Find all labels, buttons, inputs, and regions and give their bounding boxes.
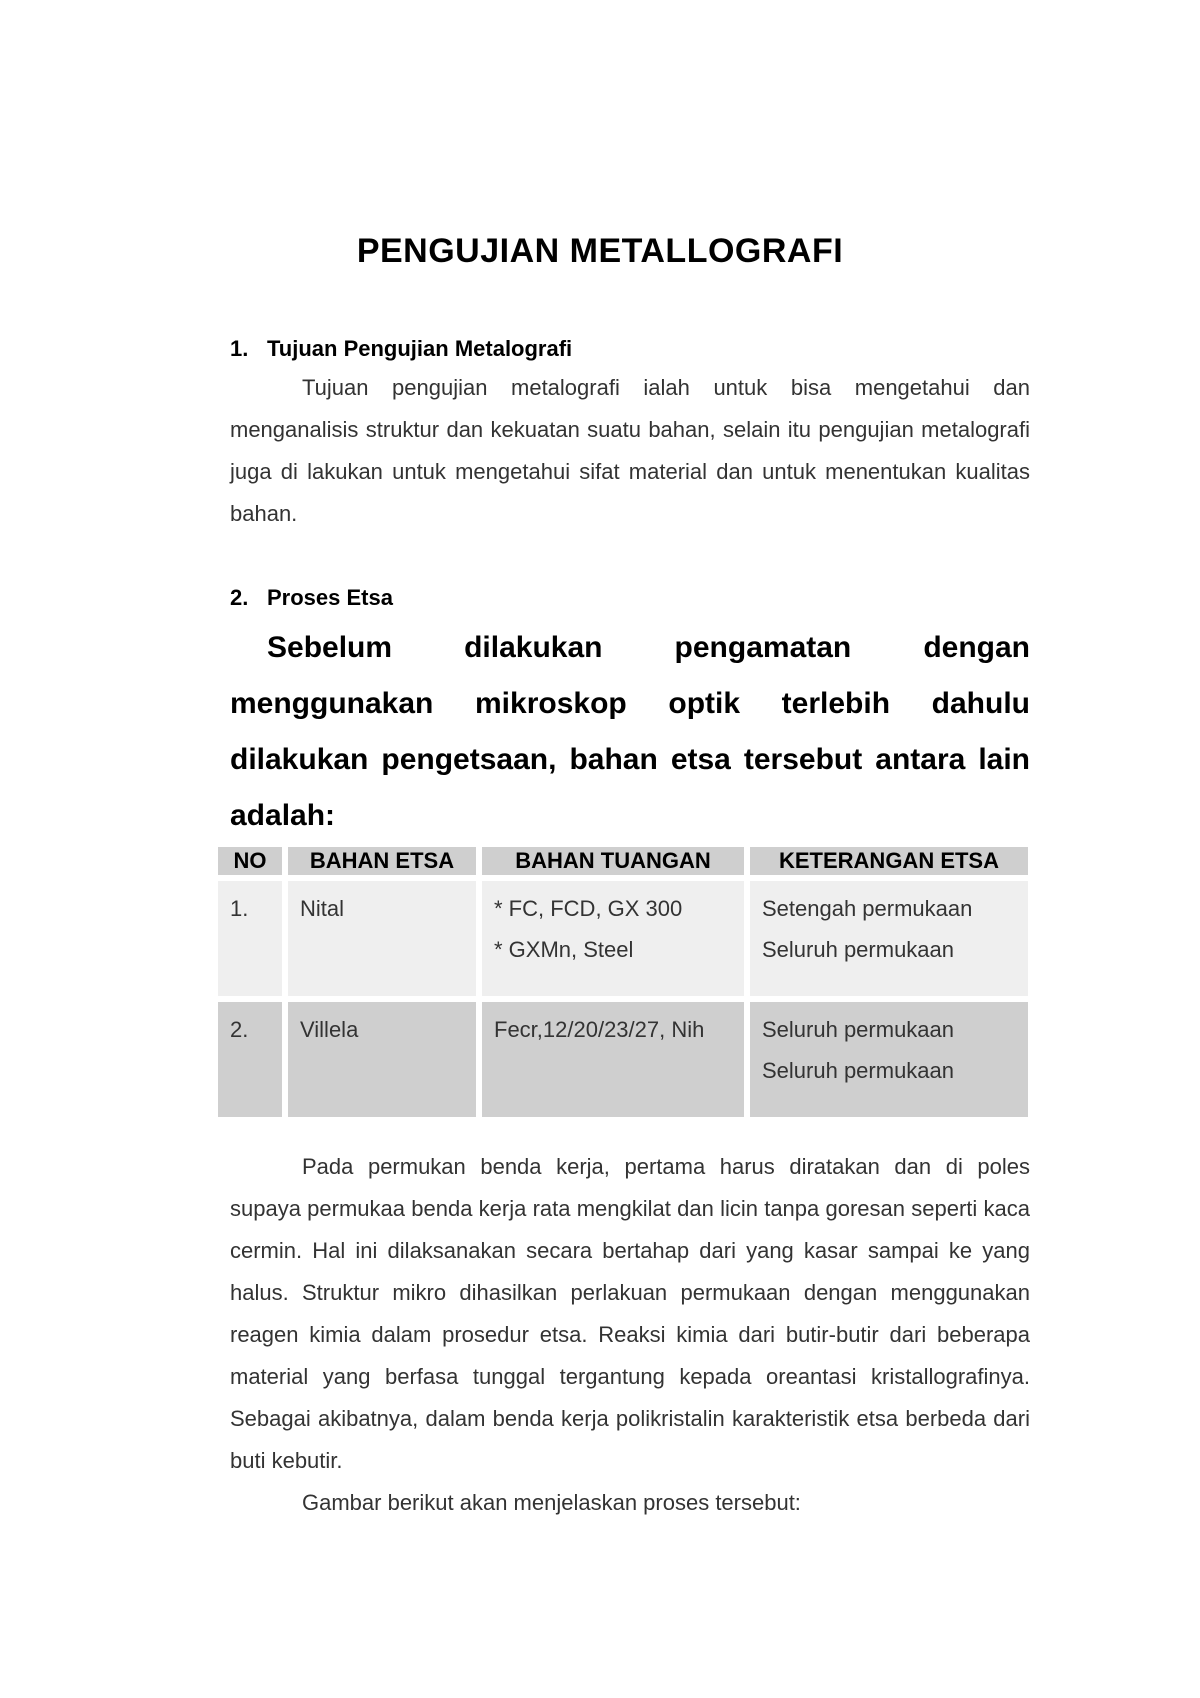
table-header-row (218, 847, 1028, 875)
section-1-title: Tujuan Pengujian Metalografi (267, 336, 573, 361)
etsa-table (212, 841, 1034, 1123)
table-row (218, 1002, 1028, 1117)
cell-keterangan: Seluruh permukaan Seluruh permukaan (750, 1002, 1028, 1117)
section-2-heading (230, 585, 393, 611)
table-row (218, 881, 1028, 996)
column-header-no: NO (218, 847, 282, 875)
cell-no: 2. (218, 1002, 282, 1117)
paragraph-4 (230, 1482, 1030, 1524)
column-header-keterangan-etsa: KETERANGAN ETSA (750, 847, 1028, 875)
section-1-text: Tujuan pengujian metalografi ialah untuk bisa mengetahui dan menganalisis struktur dan kekuatan suatu bahan, selain itu pengujian metalografi juga di lakukan untuk mengetahui sifat material dan untuk menentukan kualitas bahan. (230, 375, 1030, 526)
paragraph-3-text: Pada permukan benda kerja, pertama harus diratakan dan di poles supaya permukaa benda kerja rata mengkilat dan licin tanpa goresan seperti kaca cermin. Hal ini dilaksanakan secara bertahap dari yang kasar sampai ke yang halus. Struktur mikro dihasilkan perlakuan permukaan dengan menggunakan reagen kimia dalam prosedur etsa. Reaksi kimia dari butir-butir dari beberapa material yang berfasa tunggal tergantung kepada oreantasi kristallografinya. Sebagai akibatnya, dalam benda kerja polikristalin karakteristik etsa berbeda dari buti kebutir. (230, 1154, 1030, 1473)
paragraph-4-text: Gambar berikut akan menjelaskan proses tersebut: (302, 1490, 801, 1515)
section-1-paragraph (230, 367, 1030, 535)
section-2-intro-text: Sebelum dilakukan pengamatan dengan menggunakan mikroskop optik terlebih dahulu dilakukan pengetsaan, bahan etsa tersebut antara lain adalah: (230, 631, 1030, 832)
cell-bahan-etsa: Villela (288, 1002, 476, 1117)
section-1-heading (230, 336, 572, 362)
cell-keterangan: Setengah permukaan Seluruh permukaan (750, 881, 1028, 996)
cell-bahan-tuangan: * FC, FCD, GX 300 * GXMn, Steel (482, 881, 744, 996)
column-header-bahan-tuangan: BAHAN TUANGAN (482, 847, 744, 875)
cell-bahan-tuangan: Fecr,12/20/23/27, Nih (482, 1002, 744, 1117)
cell-no: 1. (218, 881, 282, 996)
cell-bahan-etsa: Nital (288, 881, 476, 996)
section-1-number: 1. (230, 336, 249, 361)
section-2-intro (230, 620, 1030, 844)
section-2-number: 2. (230, 585, 249, 610)
page-title: PENGUJIAN METALLOGRAFI (356, 232, 844, 270)
paragraph-3 (230, 1146, 1030, 1482)
section-2-title: Proses Etsa (267, 585, 393, 610)
column-header-bahan-etsa: BAHAN ETSA (288, 847, 476, 875)
